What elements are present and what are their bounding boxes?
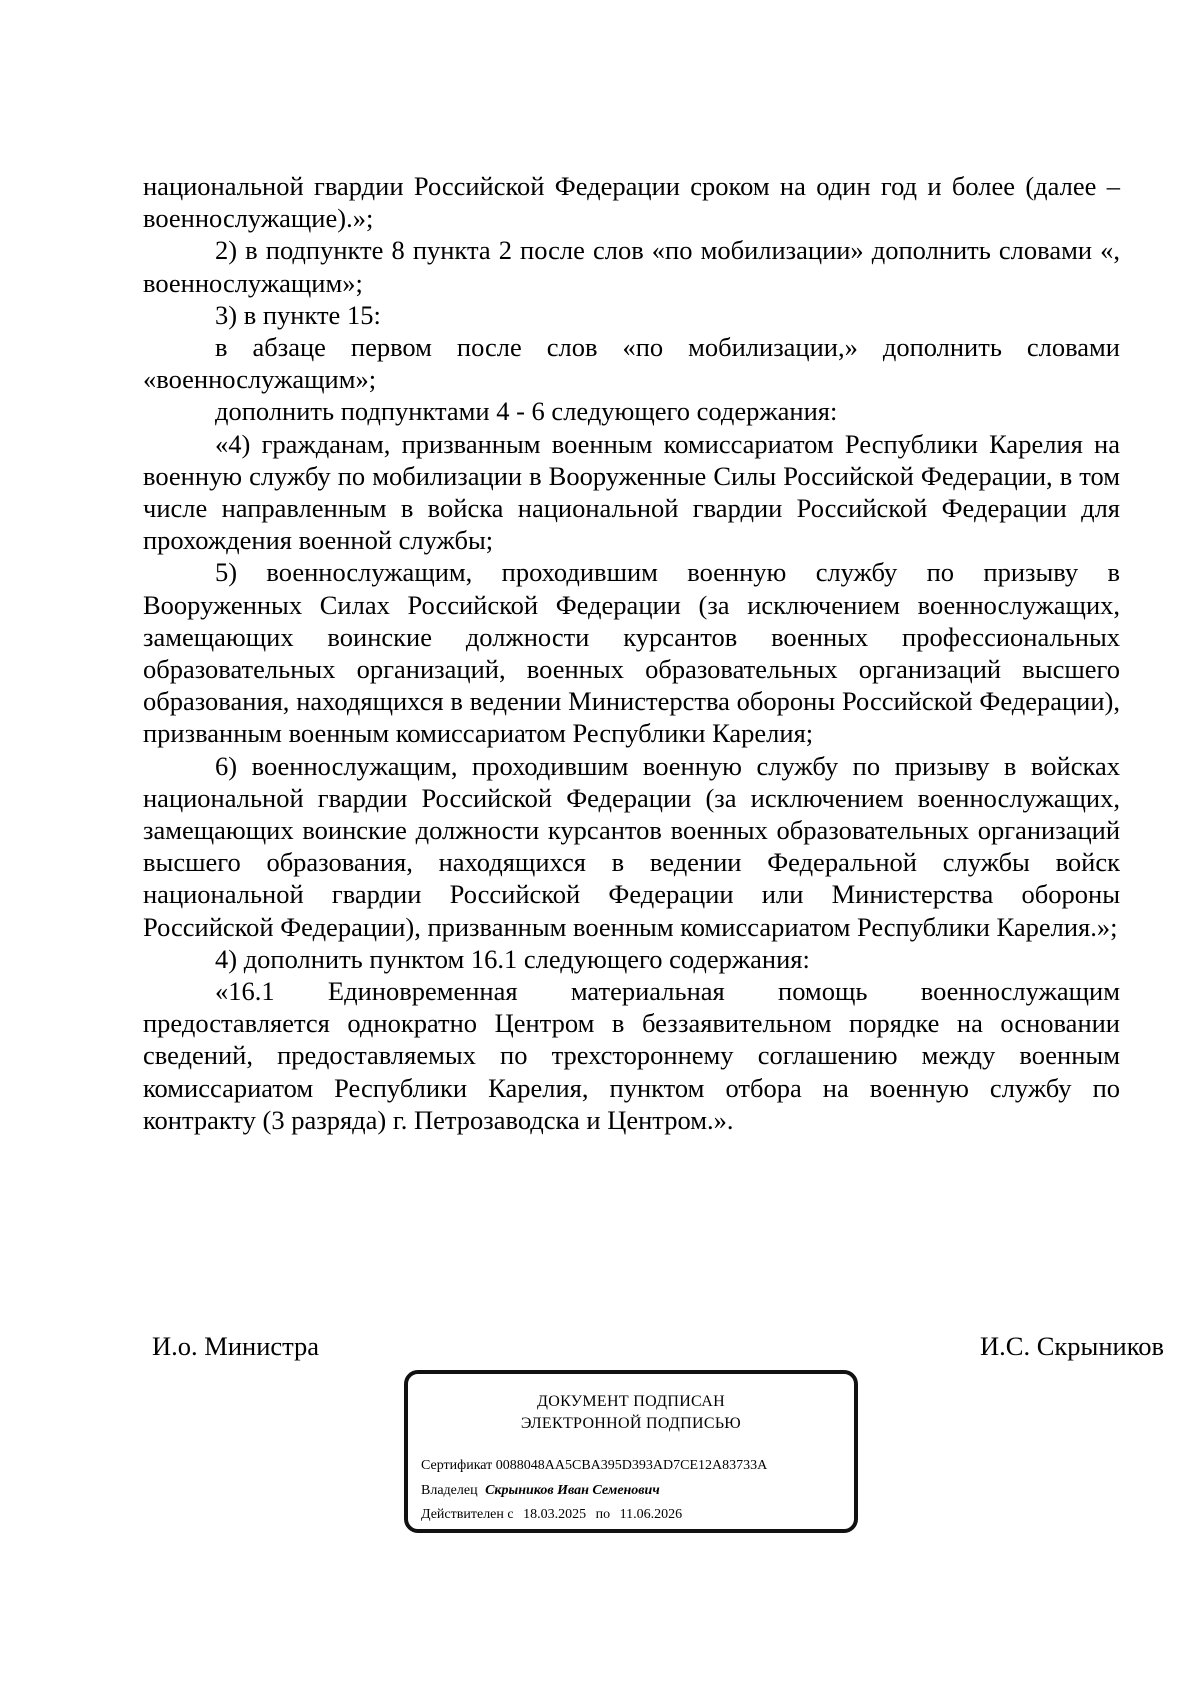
paragraph-item-2: 2) в подпункте 8 пункта 2 после слов «по мобилизации» дополнить словами «, военнослужащим»;	[143, 235, 1120, 298]
stamp-owner-line	[421, 1482, 660, 1500]
paragraph-item-3: 3) в пункте 15:	[215, 299, 381, 330]
paragraph-item-4: 4) дополнить пунктом 16.1 следующего содержания:	[215, 943, 810, 974]
paragraph-item-3-add-subitems: дополнить подпунктами 4 - 6 следующего содержания:	[215, 396, 838, 427]
stamp-title-line-2: ЭЛЕКТРОННОЙ ПОДПИСЬЮ	[520, 1415, 742, 1432]
valid-to-label: по	[595, 1507, 611, 1522]
electronic-signature-stamp	[404, 1370, 858, 1533]
valid-from-date: 18.03.2025	[523, 1507, 587, 1522]
paragraph-item-16-1: «16.1 Единовременная материальная помощь военнослужащим предоставляется однократно Центром в беззаявительном порядке на основании сведений, предоставляемых по трехстороннему соглашению между военным комиссариатом Республики Карелия, пунктом отбора на военную службу по контракту (3 разряда) г. Петрозаводска и Центром.».	[143, 976, 1120, 1135]
stamp-certificate-line	[421, 1457, 767, 1475]
paragraph-subitem-4: «4) гражданам, призванным военным комиссариатом Республики Карелия на военную службу по мобилизации в Вооруженные Силы Российской Федерации, в том числе направленным в войска национальной гвардии Российской Федерации для прохождения военной службы;	[143, 428, 1120, 556]
signatory-name: И.С. Скрыников	[980, 1331, 1164, 1361]
document-body	[143, 170, 1120, 1136]
stamp-title-line-1: ДОКУМЕНТ ПОДПИСАН	[537, 1393, 725, 1410]
paragraph-subitem-5: 5) военнослужащим, проходившим военную службу по призыву в Вооруженных Силах Российской Федерации (за исключением военнослужащих, замещающих воинские должности курсантов военных профессиональных образовательных организаций, военных образовательных организаций высшего образования, находящихся в ведении Министерства обороны Российской Федерации), призванным военным комиссариатом Республики Карелия;	[143, 557, 1120, 749]
validity-label: Действителен с	[421, 1507, 514, 1522]
paragraph-item-3-first-abzac: в абзаце первом после слов «по мобилизации,» дополнить словами «военнослужащим»;	[143, 332, 1120, 395]
signatory-position: И.о. Министра	[152, 1331, 320, 1361]
owner-label: Владелец	[421, 1483, 478, 1498]
valid-to-date: 11.06.2026	[619, 1507, 683, 1522]
stamp-validity-line	[421, 1506, 682, 1524]
paragraph-continuation: национальной гвардии Российской Федерации сроком на один год и более (далее – военнослужащие).»;	[143, 171, 1120, 234]
certificate-label: Сертификат	[421, 1458, 493, 1473]
paragraph-subitem-6: 6) военнослужащим, проходившим военную службу по призыву в войсках национальной гвардии Российской Федерации (за исключением военнослужащих, замещающих воинские должности курсантов военных образовательных организаций высшего образования, находящихся в ведении Федеральной службы войск национальной гвардии Российской Федерации или Министерства обороны Российской Федерации), призванным военным комиссариатом Республики Карелия.»;	[143, 750, 1120, 942]
owner-name: Скрыников Иван Семенович	[485, 1483, 660, 1498]
certificate-number: 0088048AA5CBA395D393AD7CE12A83733A	[495, 1458, 768, 1473]
